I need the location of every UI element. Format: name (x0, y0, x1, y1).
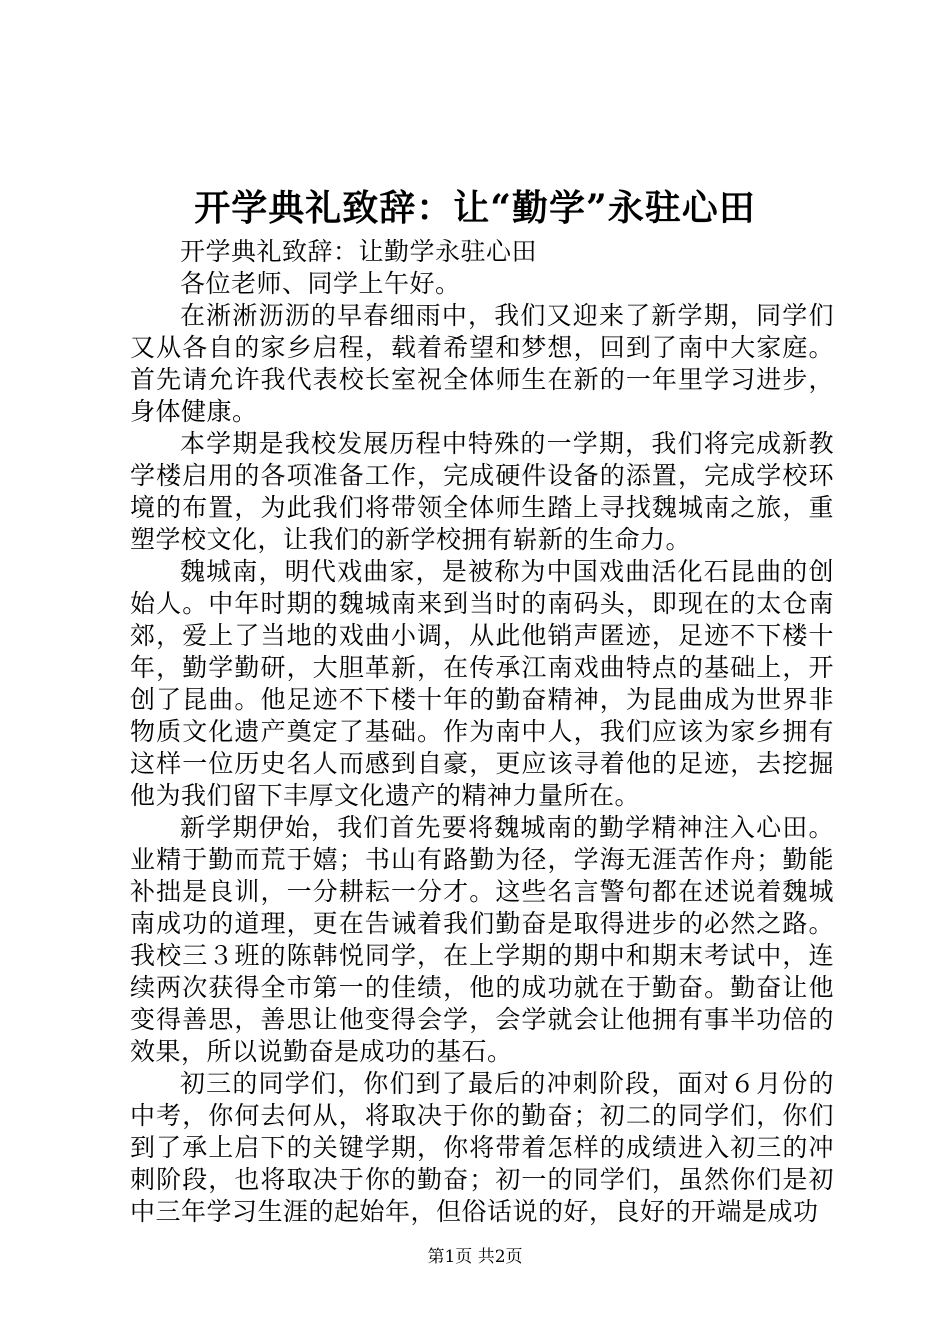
paragraph: 本学期是我校发展历程中特殊的一学期，我们将完成新教学楼启用的各项准备工作，完成硬件设备的添置，完成学校环境的布置，为此我们将带领全体师生踏上寻找魏城南之旅，重塑学校文化，让我们的新学校拥有崭新的生命力。 (130, 429, 834, 554)
document-body (130, 236, 834, 1228)
page-footer: 第1页 共2页 (427, 1247, 523, 1267)
paragraph: 魏城南，明代戏曲家，是被称为中国戏曲活化石昆曲的创始人。中年时期的魏城南来到当时的南码头，即现在的太仓南郊，爱上了当地的戏曲小调，从此他销声匿迹，足迹不下楼十年，勤学勤研，大胆革新，在传承江南戏曲特点的基础上，开创了昆曲。他足迹不下楼十年的勤奋精神，为昆曲成为世界非物质文化遗产奠定了基础。作为南中人，我们应该为家乡拥有这样一位历史名人而感到自豪，更应该寻着他的足迹，去挖掘他为我们留下丰厚文化遗产的精神力量所在。 (130, 557, 834, 810)
paragraph-subtitle: 开学典礼致辞：让勤学永驻心田 (180, 237, 538, 266)
document-title: 开学典礼致辞：让“勤学”永驻心田 (194, 187, 756, 229)
paragraph: 初三的同学们，你们到了最后的冲刺阶段，面对６月份的中考，你何去何从，将取决于你的勤奋；初二的同学们，你们到了承上启下的关键学期，你将带着怎样的成绩进入初三的冲刺阶段，也将取决于你的勤奋；初一的同学们，虽然你们是初中三年学习生涯的起始年，但俗话说的好，良好的开端是成功 (130, 1069, 834, 1226)
paragraph: 在淅淅沥沥的早春细雨中，我们又迎来了新学期，同学们又从各自的家乡启程，载着希望和梦想，回到了南中大家庭。首先请允许我代表校长室祝全体师生在新的一年里学习进步，身体健康。 (130, 301, 834, 426)
paragraph-greeting: 各位老师、同学上午好。 (180, 269, 461, 298)
paragraph: 新学期伊始，我们首先要将魏城南的勤学精神注入心田。业精于勤而荒于嬉；书山有路勤为径，学海无涯苦作舟；勤能补拙是良训，一分耕耘一分才。这些名言警句都在述说着魏城南成功的道理，更在告诫着我们勤奋是取得进步的必然之路。我校三３班的陈韩悦同学，在上学期的期中和期末考试中，连续两次获得全市第一的佳绩，他的成功就在于勤奋。勤奋让他变得善思，善思让他变得会学，会学就会让他拥有事半功倍的效果，所以说勤奋是成功的基石。 (130, 813, 834, 1066)
